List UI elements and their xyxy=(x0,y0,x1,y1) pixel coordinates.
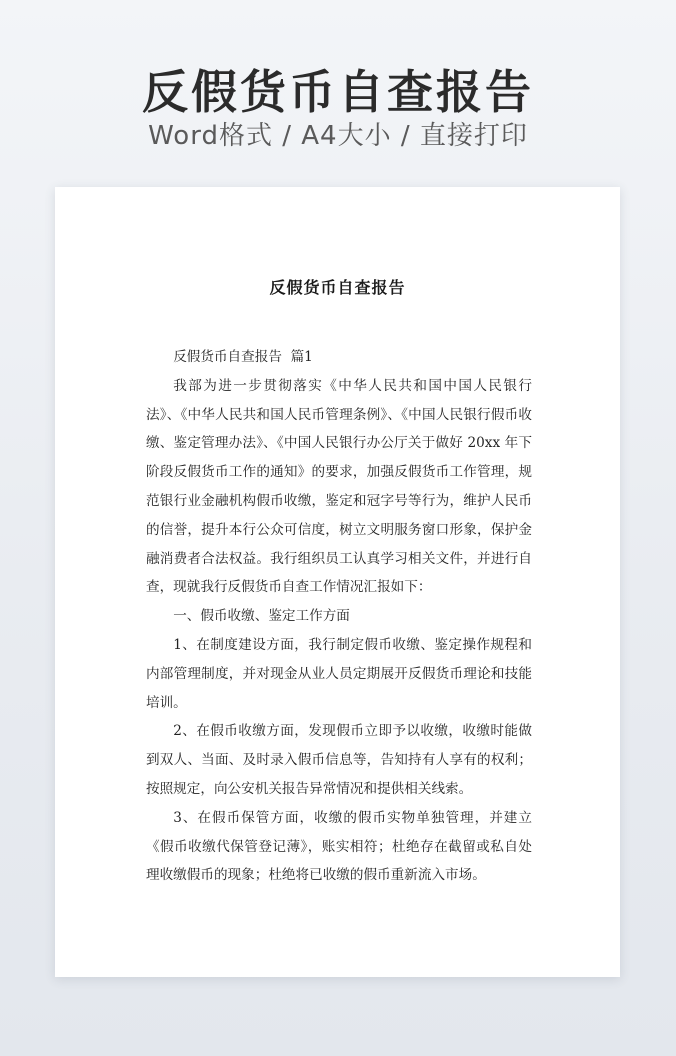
intro-paragraph: 我部为进一步贯彻落实《中华人民共和国中国人民银行法》、《中华人民共和国人民币管理条例》、《中国人民银行假币收缴、鉴定管理办法》、《中国人民银行办公厅关于做好 20xx 年下阶段反假货币工作的通知》的要求，加强反假货币工作管理，规范银行业金融机构假币收缴，鉴定和冠字号等行为，维护人民币的信誉，提升本行公众可信度，树立文明服务窗口形象，保护金融消费者合法权益。我行组织员工认真学习相关文件，并进行自查，现就我行反假货币自查工作情况汇报如下： xyxy=(146,377,532,596)
document-page xyxy=(55,187,620,977)
banner-title: 反假货币自查报告 xyxy=(142,65,534,119)
banner-subtitle: Word格式 / A4大小 / 直接打印 xyxy=(148,121,528,151)
item-3-paragraph: 3、在假币保管方面，收缴的假币实物单独管理，并建立《假币收缴代保管登记薄》，账实相符；杜绝存在截留或私自处理收缴假币的现象；杜绝将已收缴的假币重新流入市场。 xyxy=(146,809,532,884)
document-body xyxy=(146,343,532,890)
section-heading-paragraph: 反假货币自查报告 篇1 xyxy=(173,349,313,365)
item-1-paragraph: 1、在制度建设方面，我行制定假币收缴、鉴定操作规程和内部管理制度，并对现金从业人员定期展开反假货币理论和技能培训。 xyxy=(146,636,532,711)
document-title: 反假货币自查报告 xyxy=(269,278,406,297)
subheading-paragraph: 一、假币收缴、鉴定工作方面 xyxy=(173,608,350,625)
item-2-paragraph: 2、在假币收缴方面，发现假币立即予以收缴，收缴时能做到双人、当面、及时录入假币信息等，告知持有人享有的权利；按照规定，向公安机关报告异常情况和提供相关线索。 xyxy=(146,723,532,797)
